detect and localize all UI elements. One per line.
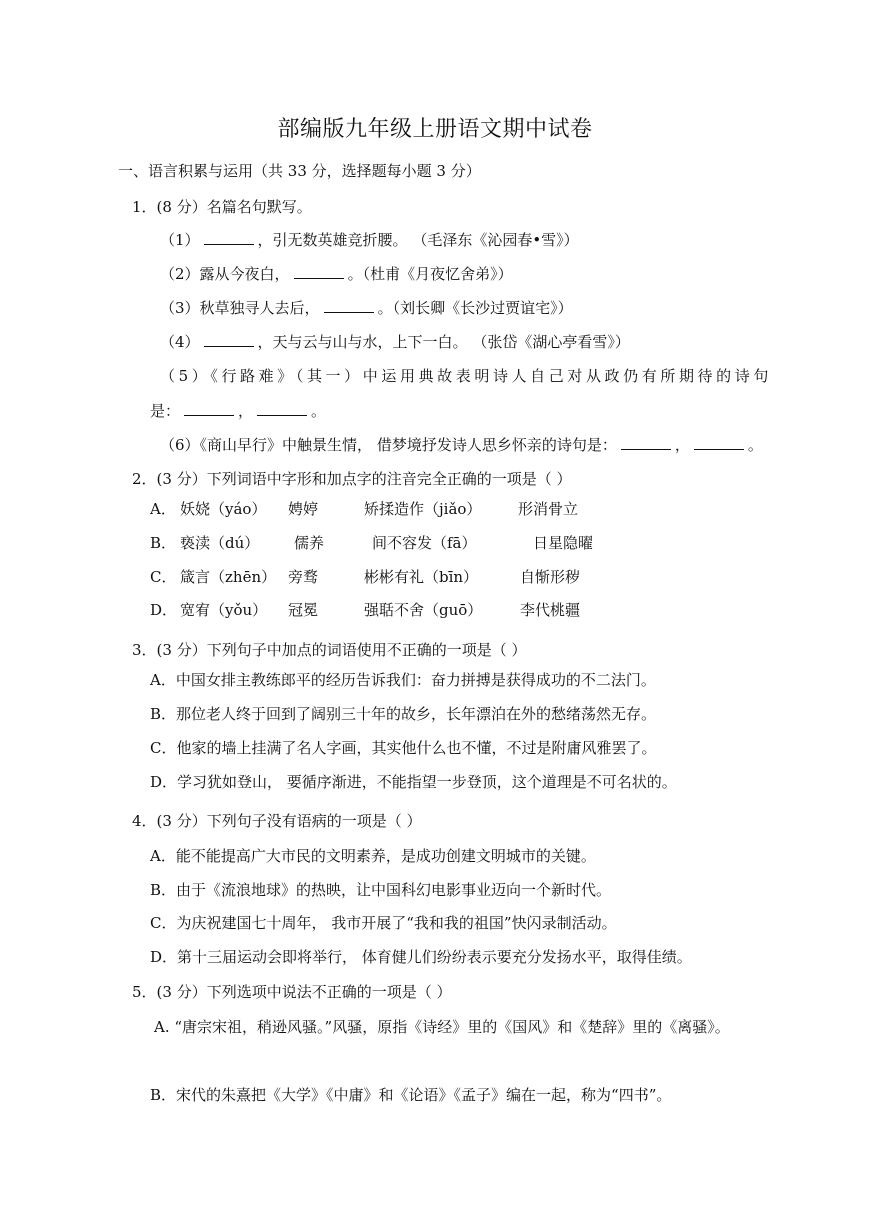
option-word: 矫揉造作（jiǎo）	[364, 500, 482, 518]
option-word: 自惭形秽	[520, 568, 581, 586]
question-1-item-4	[160, 331, 630, 352]
end-mark: 。	[747, 436, 763, 454]
question-2-option-a[interactable]	[150, 498, 578, 519]
option-word: 李代桃疆	[520, 601, 581, 619]
answer-blank[interactable]	[257, 401, 307, 416]
question-5-option-b[interactable]: B．宋代的朱熹把《大学》《中庸》和《论语》《孟子》编在一起，称为“四书”。	[150, 1086, 672, 1104]
item-text: 秋草独寻人去后，	[199, 299, 320, 317]
question-4-option-d[interactable]: D．第十三届运动会即将举行， 体育健儿们纷纷表示要充分发扬水平，取得佳绩。	[150, 948, 692, 966]
question-4-option-c[interactable]: C．为庆祝建国七十周年， 我市开展了“我和我的祖国”快闪录制活动。	[150, 914, 617, 932]
option-label: B．	[150, 534, 177, 552]
item-text: 露从今夜白，	[199, 265, 290, 283]
answer-blank[interactable]	[294, 264, 344, 279]
question-5-heading: 5．(3 分）下列选项中说法不正确的一项是（ ）	[132, 983, 452, 1001]
question-2-option-b[interactable]	[150, 532, 593, 553]
item-number: （3）	[160, 299, 200, 317]
option-word: 冠冕	[288, 601, 319, 619]
question-1-item-5-cont	[150, 400, 326, 421]
question-2-option-c[interactable]	[150, 566, 580, 587]
option-word: 日星隐曜	[533, 534, 594, 552]
question-5-option-a[interactable]: A. “唐宗宋祖，稍逊风骚。”风骚，原指《诗经》里的《国风》和《楚辞》里的《离骚》。	[154, 1018, 730, 1036]
question-3-option-c[interactable]: C．他家的墙上挂满了名人字画，其实他什么也不懂，不过是附庸风雅罢了。	[150, 739, 657, 757]
option-word: 间不容发（fā）	[372, 534, 477, 552]
answer-blank[interactable]	[621, 435, 671, 450]
option-label: C．	[150, 568, 177, 586]
question-4-option-a[interactable]: A．能不能提高广大市民的文明素养，是成功创建文明城市的关键。	[150, 847, 596, 865]
question-2-option-d[interactable]	[150, 599, 580, 620]
option-label: A．	[150, 500, 176, 518]
question-1-item-3	[160, 297, 573, 318]
option-word: 强聒不舍（guō）	[364, 601, 483, 619]
item-number: （1）	[160, 231, 200, 249]
item-text: 是：	[150, 402, 181, 420]
item-text: 。（刘长卿《长沙过贾谊宅》）	[377, 299, 573, 317]
option-word: 旁骛	[288, 568, 319, 586]
separator: ，	[674, 436, 690, 454]
option-word: 宽宥（yǒu）	[180, 601, 268, 619]
option-word: 彬彬有礼（bīn）	[364, 568, 479, 586]
question-3-heading: 3．(3 分）下列句子中加点的词语使用不正确的一项是（ ）	[132, 641, 527, 659]
option-word: 形消骨立	[518, 500, 579, 518]
answer-blank[interactable]	[204, 230, 254, 245]
end-mark: 。	[311, 402, 327, 420]
item-text: 。（杜甫《月夜忆舍弟》）	[347, 265, 513, 283]
question-1-heading: 1．(8 分）名篇名句默写。	[132, 198, 312, 216]
option-label: D．	[150, 601, 178, 619]
question-3-option-a[interactable]: A．中国女排主教练郎平的经历告诉我们：奋力拼搏是获得成功的不二法门。	[150, 671, 656, 689]
question-1-item-5: （5）《行路难》（其一）中运用典故表明诗人自己对从政仍有所期待的诗句	[160, 367, 772, 385]
item-number: （4）	[160, 333, 200, 351]
option-word: 亵渎（dú）	[180, 534, 260, 552]
page-title: 部编版九年级上册语文期中试卷	[277, 117, 593, 142]
option-word: 箴言（zhēn）	[180, 568, 277, 586]
question-3-option-d[interactable]: D．学习犹如登山， 要循序渐进，不能指望一步登顶，这个道理是不可名状的。	[150, 773, 677, 791]
separator: ，	[238, 402, 254, 420]
answer-blank[interactable]	[324, 298, 374, 313]
question-4-option-b[interactable]: B．由于《流浪地球》的热映，让中国科幻电影事业迈向一个新时代。	[150, 881, 612, 899]
question-3-option-b[interactable]: B．那位老人终于回到了阔别三十年的故乡，长年漂泊在外的愁绪荡然无存。	[150, 705, 657, 723]
section-heading: 一、语言积累与运用（共 33 分，选择题每小题 3 分）	[118, 162, 481, 180]
answer-blank[interactable]	[184, 401, 234, 416]
question-2-heading: 2．(3 分）下列词语中字形和加点字的注音完全正确的一项是（ ）	[132, 470, 572, 488]
question-4-heading: 4．(3 分）下列句子没有语病的一项是（ ）	[132, 812, 422, 830]
answer-blank[interactable]	[694, 435, 744, 450]
question-1-item-1	[160, 229, 579, 250]
item-number: （2）	[160, 265, 200, 283]
item-text: ，引无数英雄竞折腰。 （毛泽东《沁园春•雪》）	[257, 231, 579, 249]
item-text: ，天与云与山与水，上下一白。 （张岱《湖心亭看雪》）	[257, 333, 630, 351]
question-1-item-6	[160, 434, 763, 455]
item-text: （6）《商山早行》中触景生情， 借梦境抒发诗人思乡怀亲的诗句是：	[160, 436, 617, 454]
option-word: 妖娆（yáo）	[180, 500, 267, 518]
question-1-item-2	[160, 263, 513, 284]
option-word: 儒养	[294, 534, 325, 552]
answer-blank[interactable]	[204, 332, 254, 347]
option-word: 娉婷	[288, 500, 319, 518]
